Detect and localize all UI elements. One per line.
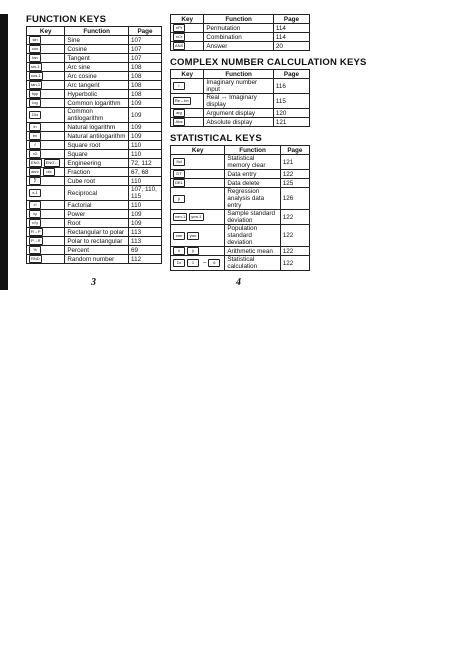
function-cell: Cosine xyxy=(65,45,129,54)
keycap-icon: x-1 xyxy=(29,189,41,197)
page-cell: 69 xyxy=(129,246,162,255)
keycap-icon: ŷ xyxy=(173,195,185,203)
page-cell: 122 xyxy=(280,210,309,225)
table-header-row xyxy=(27,27,162,36)
function-cell: Data entry xyxy=(225,170,280,179)
key-cell xyxy=(171,188,225,210)
page-number-left: 3 xyxy=(91,277,96,288)
key-cell xyxy=(171,155,225,170)
header-function: Function xyxy=(225,146,280,155)
keycap-icon: √ xyxy=(29,141,41,149)
page-cell: 114 xyxy=(273,24,309,33)
table-row xyxy=(171,94,310,109)
table-row xyxy=(27,36,162,45)
complex-keys-body xyxy=(171,79,310,127)
keycap-icon: ab/c xyxy=(29,168,41,176)
keycap-icon: x2 xyxy=(29,150,41,158)
function-cell: Answer xyxy=(204,42,274,51)
page-cell: 122 xyxy=(280,170,309,179)
function-cell: Arithmetic mean xyxy=(225,247,280,256)
keycap-icon: x√y xyxy=(29,219,41,227)
table-row xyxy=(27,246,162,255)
table-row xyxy=(27,219,162,228)
function-cell: Regression analysis data entry xyxy=(225,188,280,210)
key-cell xyxy=(171,109,204,118)
key-cell xyxy=(27,228,65,237)
page-cell: 109 xyxy=(129,123,162,132)
right-column xyxy=(170,14,367,271)
key-cell xyxy=(171,118,204,127)
function-cell: Sample standard deviation xyxy=(225,210,280,225)
function-cell: Square root xyxy=(65,141,129,150)
table-row xyxy=(27,150,162,159)
key-cell xyxy=(27,123,65,132)
keycap-icon: ENG← xyxy=(45,160,59,165)
keycap-icon: ȳ xyxy=(187,247,199,255)
range-dash: – xyxy=(203,260,207,267)
table-row xyxy=(27,141,162,150)
page-cell: 110 xyxy=(129,141,162,150)
table-row xyxy=(171,188,310,210)
table-row xyxy=(27,159,162,168)
keycap-icon: 1 xyxy=(187,259,199,267)
table-row xyxy=(27,210,162,219)
function-cell: Sine xyxy=(65,36,129,45)
keycap-icon: tan-1 xyxy=(31,82,41,87)
page-cell: 122 xyxy=(280,256,309,271)
page-cell: 72, 112 xyxy=(129,159,162,168)
keycap-icon: arg xyxy=(173,109,185,117)
page-cell: 109 xyxy=(129,99,162,108)
function-cell: Common logarithm xyxy=(65,99,129,108)
page-cell: 125 xyxy=(280,179,309,188)
table-row xyxy=(171,210,310,225)
keycap-icon: x̄ xyxy=(173,247,185,255)
function-cell: Imaginary number input xyxy=(204,79,274,94)
page-cell: 67, 68 xyxy=(129,168,162,177)
function-cell: Cube root xyxy=(65,177,129,186)
function-cell: Random number xyxy=(65,255,129,264)
key-cell xyxy=(27,210,65,219)
table-row xyxy=(171,225,310,247)
key-cell xyxy=(27,99,65,108)
table-row xyxy=(27,81,162,90)
key-cell xyxy=(27,72,65,81)
keycap-icon: xy xyxy=(29,210,41,218)
page-cell: 121 xyxy=(280,155,309,170)
page-cell: 108 xyxy=(129,72,162,81)
page-cell: 122 xyxy=(280,247,309,256)
function-cell: Common antilogarithm xyxy=(65,108,129,123)
keycap-icon: sin xyxy=(29,36,41,44)
key-cell xyxy=(27,108,65,123)
keycap-icon: ln xyxy=(29,123,41,131)
keycap-icon: ex xyxy=(29,132,41,140)
keycap-icon: nCr xyxy=(173,33,185,41)
page-cell: 116 xyxy=(273,79,309,94)
key-cell xyxy=(27,54,65,63)
page-cell: 113 xyxy=(129,228,162,237)
header-key: Key xyxy=(171,146,225,155)
page-cell: 115 xyxy=(273,94,309,109)
page-cell: 126 xyxy=(280,188,309,210)
header-page: Page xyxy=(280,146,309,155)
table-row xyxy=(27,168,162,177)
complex-keys-table xyxy=(170,69,310,127)
key-cell xyxy=(171,247,225,256)
page-cell: 107 xyxy=(129,54,162,63)
page-cell: 108 xyxy=(129,90,162,99)
page-cell: 110 xyxy=(129,150,162,159)
keycap-icon: sin-1 xyxy=(31,64,40,69)
keycap-icon: hyp xyxy=(29,90,41,98)
function-cell: Engineering xyxy=(65,159,129,168)
page-cell: 108 xyxy=(129,81,162,90)
key-cell xyxy=(171,170,225,179)
function-cell: Statistical memory clear xyxy=(225,155,280,170)
table-row xyxy=(171,33,310,42)
keycap-icon: cos xyxy=(29,45,41,53)
function-cell: Tangent xyxy=(65,54,129,63)
table-row xyxy=(171,118,310,127)
function-cell: Arc cosine xyxy=(65,72,129,81)
key-cell xyxy=(27,45,65,54)
header-page: Page xyxy=(273,15,309,24)
keycap-icon: ENG xyxy=(31,160,40,165)
keycap-icon: yσn xyxy=(187,232,199,240)
page-cell: 109 xyxy=(129,108,162,123)
function-cell: Root xyxy=(65,219,129,228)
table-header-row xyxy=(171,146,310,155)
key-cell xyxy=(171,225,225,247)
keycap-icon: Re↔Im xyxy=(175,98,189,103)
table-row xyxy=(27,201,162,210)
key-cell xyxy=(171,42,204,51)
function-cell: Rectangular to polar xyxy=(65,228,129,237)
page-cell: 109 xyxy=(129,219,162,228)
table-row xyxy=(171,109,310,118)
table-row xyxy=(27,255,162,264)
key-cell xyxy=(27,150,65,159)
page-cell: 109 xyxy=(129,132,162,141)
page-cell: 121 xyxy=(273,118,309,127)
keycap-icon: 6 xyxy=(208,259,220,267)
keycap-icon: cos-1 xyxy=(31,73,41,78)
function-cell: Square xyxy=(65,150,129,159)
misc-keys-body xyxy=(171,24,310,51)
keycap-icon: d/c xyxy=(43,168,55,176)
function-cell: Statistical calculation xyxy=(225,256,280,271)
key-cell xyxy=(27,246,65,255)
table-row xyxy=(171,155,310,170)
function-keys-table xyxy=(26,26,162,264)
function-cell: Argument display xyxy=(204,109,274,118)
header-function: Function xyxy=(65,27,129,36)
key-cell xyxy=(171,79,204,94)
page-cell: 110 xyxy=(129,177,162,186)
function-cell: Population standard deviation xyxy=(225,225,280,247)
table-row xyxy=(27,108,162,123)
key-cell xyxy=(27,168,65,177)
table-row xyxy=(27,54,162,63)
table-row xyxy=(27,90,162,99)
statistical-keys-body xyxy=(171,155,310,271)
function-cell: Power xyxy=(65,210,129,219)
function-cell: Hyperbolic xyxy=(65,90,129,99)
function-cell: Data delete xyxy=(225,179,280,188)
page-cell: 122 xyxy=(280,225,309,247)
page-cell: 120 xyxy=(273,109,309,118)
page-cell: 113 xyxy=(129,237,162,246)
keycap-icon: Scl xyxy=(173,158,185,166)
table-header-row xyxy=(171,70,310,79)
statistical-keys-title: STATISTICAL KEYS xyxy=(170,133,262,144)
page-cell: 20 xyxy=(273,42,309,51)
table-row xyxy=(27,63,162,72)
keycap-icon: tan xyxy=(29,54,41,62)
page-number-right: 4 xyxy=(236,277,241,288)
table-row xyxy=(171,42,310,51)
key-cell xyxy=(171,24,204,33)
keycap-icon: RND xyxy=(31,256,40,261)
table-row xyxy=(27,45,162,54)
table-row xyxy=(27,177,162,186)
page-cell: 110 xyxy=(129,201,162,210)
function-keys-title: FUNCTION KEYS xyxy=(26,14,107,25)
keycap-icon: xσn-1 xyxy=(175,214,186,219)
key-cell xyxy=(171,33,204,42)
function-cell: Arc tangent xyxy=(65,81,129,90)
key-cell xyxy=(171,256,225,271)
keycap-icon: DT xyxy=(173,170,185,178)
function-cell: Percent xyxy=(65,246,129,255)
keycap-icon: ANS xyxy=(175,43,184,48)
key-cell xyxy=(27,141,65,150)
keycap-icon: DEL xyxy=(173,179,185,187)
function-cell: Polar to rectangular xyxy=(65,237,129,246)
table-row xyxy=(27,186,162,201)
function-keys-body xyxy=(27,36,162,264)
keycap-icon: ∛ xyxy=(29,177,41,185)
header-key: Key xyxy=(27,27,65,36)
header-page: Page xyxy=(273,70,309,79)
key-cell xyxy=(27,177,65,186)
page-cell: 114 xyxy=(273,33,309,42)
key-cell xyxy=(27,132,65,141)
keycap-icon: xσn xyxy=(173,232,185,240)
key-cell xyxy=(27,63,65,72)
key-cell xyxy=(27,90,65,99)
table-row xyxy=(171,170,310,179)
header-function: Function xyxy=(204,15,274,24)
table-row xyxy=(27,237,162,246)
table-row xyxy=(27,99,162,108)
key-cell xyxy=(27,255,65,264)
function-cell: Combination xyxy=(204,33,274,42)
left-column xyxy=(26,14,162,264)
complex-keys-title: COMPLEX NUMBER CALCULATION KEYS xyxy=(170,57,367,68)
key-cell xyxy=(171,210,225,225)
function-cell: Arc sine xyxy=(65,63,129,72)
page-cell: 112 xyxy=(129,255,162,264)
keycap-icon: nPr xyxy=(173,24,185,32)
function-cell: Factorial xyxy=(65,201,129,210)
key-cell xyxy=(27,219,65,228)
header-key: Key xyxy=(171,70,204,79)
table-row xyxy=(171,79,310,94)
table-header-row xyxy=(171,15,310,24)
table-row xyxy=(171,247,310,256)
function-cell: Natural logarithm xyxy=(65,123,129,132)
page-cell: 107, 110, 115 xyxy=(129,186,162,201)
key-cell xyxy=(171,94,204,109)
function-cell: Real ↔ Imaginary display xyxy=(204,94,274,109)
left-edge-bar xyxy=(0,14,8,290)
keycap-icon: % xyxy=(29,246,41,254)
page-cell: 107 xyxy=(129,36,162,45)
keycap-icon: P→R xyxy=(31,238,41,243)
key-cell xyxy=(27,36,65,45)
key-cell xyxy=(27,237,65,246)
table-row xyxy=(27,123,162,132)
table-row xyxy=(27,132,162,141)
page-cell: 109 xyxy=(129,210,162,219)
header-page: Page xyxy=(129,27,162,36)
key-cell xyxy=(27,186,65,201)
function-cell: Natural antilogarithm xyxy=(65,132,129,141)
page-cell: 107 xyxy=(129,45,162,54)
function-cell: Reciprocal xyxy=(65,186,129,201)
page-cell: 108 xyxy=(129,63,162,72)
keycap-icon: Abs xyxy=(173,118,185,126)
table-row xyxy=(27,228,162,237)
function-cell: Permutation xyxy=(204,24,274,33)
key-cell xyxy=(171,179,225,188)
table-row xyxy=(27,72,162,81)
key-cell xyxy=(27,159,65,168)
key-cell xyxy=(27,201,65,210)
table-row xyxy=(171,24,310,33)
keycap-icon: yσn-1 xyxy=(191,214,202,219)
statistical-keys-table xyxy=(170,145,310,271)
keycap-icon: log xyxy=(29,99,41,107)
misc-keys-table xyxy=(170,14,310,51)
keycap-icon: R→P xyxy=(31,229,41,234)
table-row xyxy=(171,256,310,271)
keycap-icon: i xyxy=(173,82,185,90)
keycap-icon: x! xyxy=(29,201,41,209)
keycap-icon: Σx xyxy=(173,259,185,267)
function-cell: Absolute display xyxy=(204,118,274,127)
table-row xyxy=(171,179,310,188)
keycap-icon: 10x xyxy=(29,111,41,119)
header-function: Function xyxy=(204,70,274,79)
key-cell xyxy=(27,81,65,90)
function-cell: Fraction xyxy=(65,168,129,177)
header-key: Key xyxy=(171,15,204,24)
